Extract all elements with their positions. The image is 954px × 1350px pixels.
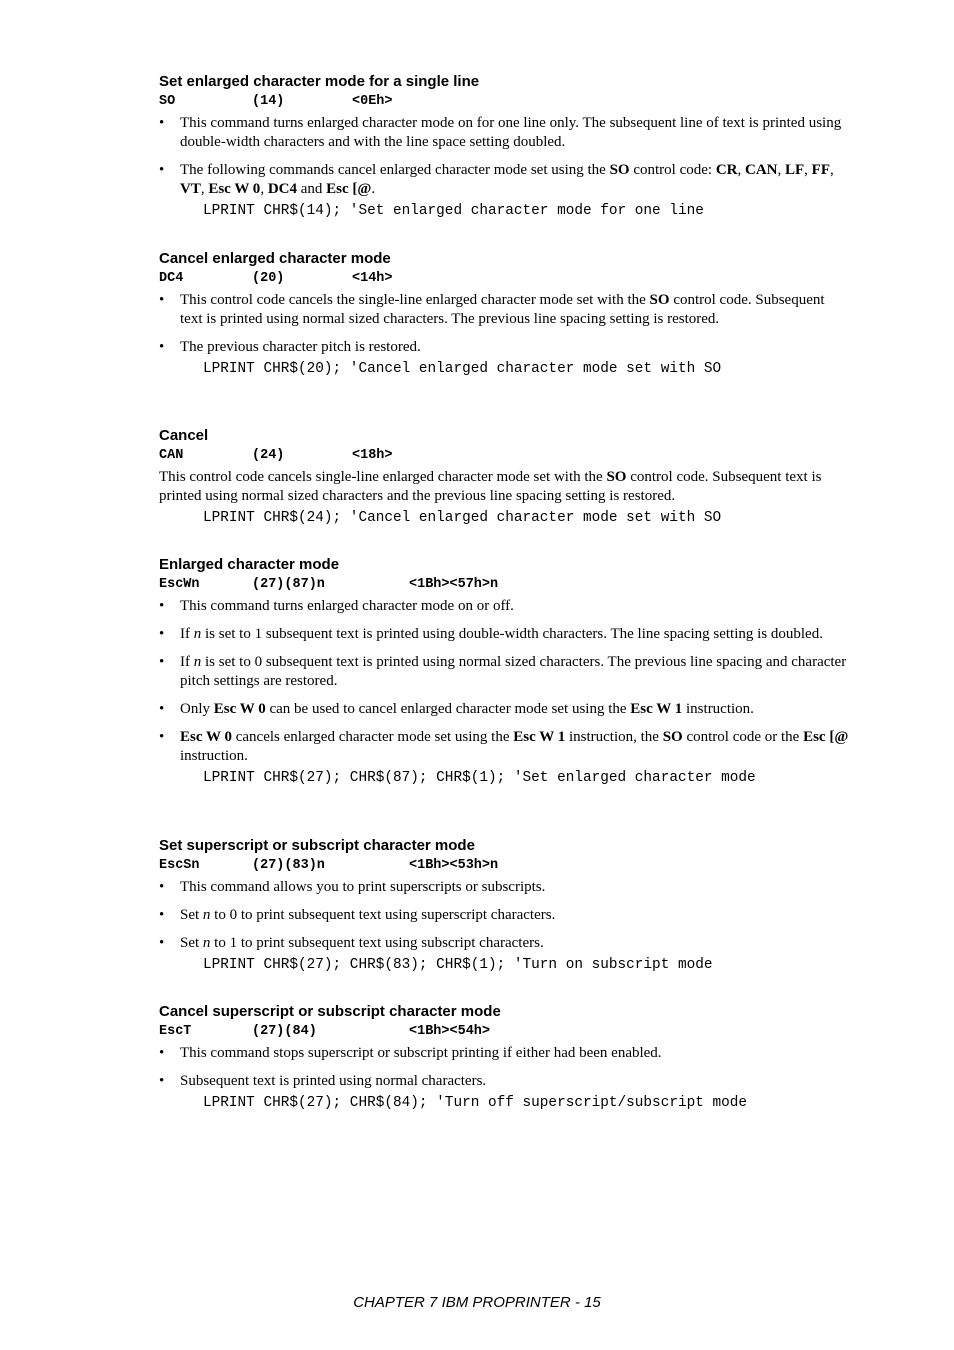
- command-name: CAN: [159, 448, 184, 463]
- command-name: EscSn: [159, 858, 200, 873]
- bullet-text: This command turns enlarged character mode on or off.: [180, 598, 514, 614]
- bullet-item: [159, 700, 849, 719]
- code-example: LPRINT CHR$(20); 'Cancel enlarged character mode set with SO: [203, 361, 722, 377]
- bullet-item: [159, 1044, 849, 1063]
- bold-term: SO: [649, 292, 670, 308]
- bullet-dot: •: [159, 654, 165, 670]
- section-escwn: [159, 556, 849, 787]
- bullet-text: Esc W 0 cancels enlarged character mode set using the Esc W 1 instruction, the SO control code or the Esc [@ instruction.: [180, 729, 849, 764]
- bullet-dot: •: [159, 1073, 165, 1089]
- bullet-text: Only Esc W 0 can be used to cancel enlarged character mode set using the Esc W 1 instruction.: [180, 701, 754, 717]
- code-example: LPRINT CHR$(27); CHR$(87); CHR$(1); 'Set enlarged character mode: [203, 770, 756, 786]
- bullet-list: [159, 597, 849, 766]
- bullet-item: [159, 625, 849, 644]
- page-footer: CHAPTER 7 IBM PROPRINTER - 15: [353, 1294, 601, 1311]
- command-hex: <14h>: [352, 271, 393, 286]
- command-code-line: [159, 1021, 849, 1041]
- command-decimal: (20): [252, 271, 285, 286]
- section-title: Set superscript or subscript character mode: [159, 837, 475, 854]
- bullet-item: [159, 597, 849, 616]
- italic-term: n: [202, 935, 211, 951]
- bullet-dot: •: [159, 729, 165, 745]
- code-example: LPRINT CHR$(24); 'Cancel enlarged character mode set with SO: [203, 510, 722, 526]
- bullet-dot: •: [159, 935, 165, 951]
- code-example: LPRINT CHR$(27); CHR$(84); 'Turn off superscript/subscript mode: [203, 1095, 748, 1111]
- bullet-text: Set n to 0 to print subsequent text using superscript characters.: [180, 907, 556, 923]
- bold-term: Esc [@: [803, 729, 849, 745]
- bold-term: Esc W 1: [630, 701, 683, 717]
- bullet-item: [159, 161, 849, 199]
- bullet-item: [159, 728, 849, 766]
- command-decimal: (27)(84): [252, 1024, 317, 1039]
- command-decimal: (24): [252, 448, 285, 463]
- bullet-item: [159, 1072, 849, 1091]
- bullet-item: [159, 906, 849, 925]
- bold-term: Esc [@: [326, 181, 372, 197]
- command-code-line: [159, 574, 849, 594]
- command-code-line: [159, 268, 849, 288]
- command-decimal: (27)(83)n: [252, 858, 325, 873]
- bold-term: FF: [811, 162, 830, 178]
- italic-term: n: [202, 907, 211, 923]
- bullet-dot: •: [159, 292, 165, 308]
- bullet-list: [159, 878, 849, 953]
- section-title: Set enlarged character mode for a single line: [159, 73, 480, 90]
- code-example: LPRINT CHR$(14); 'Set enlarged character mode for one line: [203, 203, 704, 219]
- section-title: Cancel: [159, 427, 209, 444]
- command-decimal: (14): [252, 94, 285, 109]
- section-title: Enlarged character mode: [159, 556, 340, 573]
- bullet-text: This control code cancels the single-line enlarged character mode set with the SO control code. Subsequent text is printed using normal sized characters. The previous line spacing setting is restored.: [180, 292, 825, 327]
- bullet-list: [159, 114, 849, 199]
- bullet-text: If n is set to 0 subsequent text is printed using normal sized characters. The previous line spacing and character pitch settings are restored.: [180, 654, 847, 689]
- bold-term: Esc W 0: [180, 729, 232, 745]
- bullet-item: [159, 114, 849, 152]
- bold-term: VT: [180, 181, 201, 197]
- section-esct: [159, 1003, 849, 1112]
- bullet-dot: •: [159, 115, 165, 131]
- bold-term: SO: [606, 469, 627, 485]
- bullet-dot: •: [159, 162, 165, 178]
- bullet-dot: •: [159, 626, 165, 642]
- bullet-list: [159, 1044, 849, 1091]
- bold-term: Esc W 0: [208, 181, 261, 197]
- section-escsn: [159, 837, 849, 974]
- bullet-item: [159, 338, 849, 357]
- code-example: LPRINT CHR$(27); CHR$(83); CHR$(1); 'Turn on subscript mode: [203, 957, 713, 973]
- bullet-text: Set n to 1 to print subsequent text using subscript characters.: [180, 935, 544, 951]
- bullet-dot: •: [159, 907, 165, 923]
- bold-term: SO: [662, 729, 683, 745]
- bullet-item: [159, 291, 849, 329]
- bullet-dot: •: [159, 1045, 165, 1061]
- command-hex: <1Bh><54h>: [409, 1024, 491, 1039]
- bold-term: LF: [785, 162, 805, 178]
- command-hex: <1Bh><57h>n: [409, 577, 499, 592]
- bold-term: CR: [715, 162, 738, 178]
- bold-term: DC4: [267, 181, 297, 197]
- bullet-dot: •: [159, 701, 165, 717]
- section-so: [159, 73, 849, 220]
- italic-term: n: [193, 654, 202, 670]
- bullet-text: The following commands cancel enlarged character mode set using the SO control code: CR, CAN, LF, FF, VT, Esc W 0, DC4 and Esc [@.: [180, 162, 834, 197]
- bullet-list: [159, 291, 849, 357]
- section-title: Cancel enlarged character mode: [159, 250, 391, 267]
- command-hex: <1Bh><53h>n: [409, 858, 499, 873]
- bullet-text: The previous character pitch is restored.: [180, 339, 421, 355]
- bullet-dot: •: [159, 339, 165, 355]
- bold-term: Esc W 0: [213, 701, 266, 717]
- bullet-dot: •: [159, 598, 165, 614]
- bullet-item: [159, 653, 849, 691]
- command-name: EscWn: [159, 577, 200, 592]
- command-hex: <0Eh>: [352, 94, 393, 109]
- command-name: SO: [159, 94, 176, 109]
- command-code-line: [159, 91, 849, 111]
- description-paragraph: This control code cancels single-line enlarged character mode set with the SO control code. Subsequent text is printed using normal sized characters and the previous line spacing setting is restored.: [159, 469, 822, 504]
- bullet-item: [159, 934, 849, 953]
- command-name: DC4: [159, 271, 184, 286]
- section-title: Cancel superscript or subscript character mode: [159, 1003, 501, 1020]
- bold-term: SO: [609, 162, 630, 178]
- bullet-text: This command turns enlarged character mode on for one line only. The subsequent line of text is printed using double-width characters and with the line space setting doubled.: [180, 115, 842, 150]
- bullet-dot: •: [159, 879, 165, 895]
- command-code-line: [159, 855, 849, 875]
- command-decimal: (27)(87)n: [252, 577, 325, 592]
- bullet-text: Subsequent text is printed using normal characters.: [180, 1073, 487, 1089]
- bullet-text: This command stops superscript or subscript printing if either had been enabled.: [180, 1045, 662, 1061]
- bullet-text: This command allows you to print superscripts or subscripts.: [180, 879, 546, 895]
- bullet-text: If n is set to 1 subsequent text is printed using double-width characters. The line spacing setting is doubled.: [180, 626, 823, 642]
- command-name: EscT: [159, 1024, 192, 1039]
- section-dc4: [159, 250, 849, 378]
- section-can: [159, 427, 849, 527]
- bullet-item: [159, 878, 849, 897]
- italic-term: n: [193, 626, 202, 642]
- command-code-line: [159, 445, 849, 465]
- bold-term: CAN: [745, 162, 778, 178]
- bold-term: Esc W 1: [513, 729, 566, 745]
- command-hex: <18h>: [352, 448, 393, 463]
